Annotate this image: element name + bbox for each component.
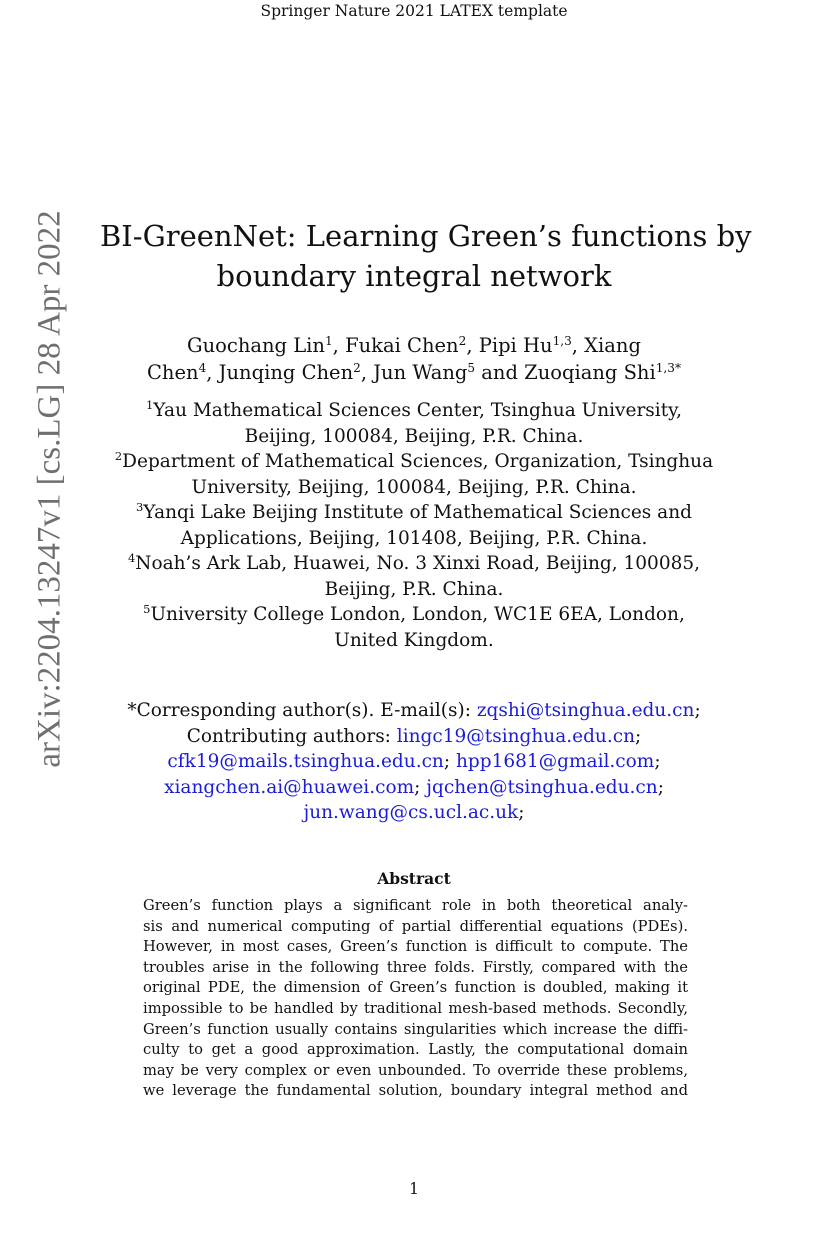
affiliation-marker: 2 <box>353 360 361 375</box>
email-line <box>100 775 728 801</box>
arxiv-identifier-stamp: arXiv:2204.13247v1 [cs.LG] 28 Apr 2022 <box>31 210 68 768</box>
email-link-jqchen[interactable]: jqchen@tsinghua.edu.cn <box>426 776 658 798</box>
affiliation-line: Beijing, P.R. China. <box>324 578 504 600</box>
page-number: 1 <box>409 1180 419 1198</box>
email-link-hpp[interactable]: hpp1681@gmail.com <box>455 751 655 772</box>
affiliation-text: Yanqi Lake Beijing Institute of Mathematical Sciences and <box>143 502 692 523</box>
affiliation-line <box>100 398 728 424</box>
affiliation-number: 4 <box>127 551 136 566</box>
contact-block <box>100 698 728 826</box>
separator: ; <box>635 725 642 747</box>
affiliation-marker: 5 <box>467 360 476 375</box>
contributing-label: Contributing authors: <box>186 725 397 747</box>
author-name: , Junqing Chen <box>206 361 354 384</box>
abstract-line: sis and numerical computing of partial differential equations (PDEs). <box>143 917 688 935</box>
affiliation-text: Yau Mathematical Sciences Center, Tsinghua University, <box>153 400 683 421</box>
abstract-line: However, in most cases, Green’s function is difficult to compute. The <box>143 938 688 956</box>
email-link-xiangchen[interactable]: xiangchen.ai@huawei.com <box>164 776 415 798</box>
title-line: boundary integral network <box>216 259 612 293</box>
abstract-line: Green’s function plays a significant role in both theoretical analy- <box>143 897 688 914</box>
affiliation-line <box>100 449 728 475</box>
email-link-lingc[interactable]: lingc19@tsinghua.edu.cn <box>396 725 635 747</box>
email-line <box>100 800 728 826</box>
affiliation-text: University College London, London, WC1E 6EA, London, <box>150 604 685 625</box>
affiliation-marker: 1,3* <box>655 360 681 375</box>
abstract-line: culty to get a good approximation. Lastly, the computational domain <box>143 1041 688 1059</box>
affiliation-number: 5 <box>143 602 151 617</box>
author-name: Guochang Lin <box>187 334 325 357</box>
running-header: Springer Nature 2021 LATEX template <box>260 2 568 20</box>
affiliation-line: Beijing, 100084, Beijing, P.R. China. <box>244 425 584 447</box>
affiliation-number: 3 <box>136 500 144 515</box>
corresponding-author-line <box>100 698 728 724</box>
corresponding-label: *Corresponding author(s). E-mail(s): <box>127 700 477 721</box>
author-name: Chen <box>147 361 199 384</box>
affiliation-list <box>100 398 728 653</box>
affiliation-marker: 2 <box>458 333 467 348</box>
separator: ; <box>657 776 664 798</box>
author-name: , Fukai Chen <box>332 334 459 357</box>
abstract-line: Green’s function usually contains singularities which increase the diffi- <box>143 1020 688 1038</box>
affiliation-line <box>100 500 728 526</box>
author-name: and Zuoqiang Shi <box>475 361 656 384</box>
contributing-authors-line <box>100 724 728 750</box>
title-line: BI-GreenNet: Learning Green’s functions by <box>100 219 752 253</box>
affiliation-line <box>100 602 728 628</box>
affiliation-marker: 4 <box>198 360 207 375</box>
abstract-heading: Abstract <box>377 869 451 888</box>
author-name: , Jun Wang <box>360 361 468 384</box>
affiliation-line: University, Beijing, 100084, Beijing, P.R. China. <box>191 476 637 498</box>
separator: ; <box>443 751 451 772</box>
affiliation-text: Department of Mathematical Sciences, Organization, Tsinghua <box>122 451 714 472</box>
abstract-body <box>143 896 688 1102</box>
affiliation-text: Noah’s Ark Lab, Huawei, No. 3 Xinxi Road, Beijing, 100085, <box>135 553 701 574</box>
abstract-line: we leverage the fundamental solution, boundary integral method and <box>143 1082 688 1100</box>
abstract-line: may be very complex or even unbounded. To override these problems, <box>143 1061 688 1079</box>
separator: ; <box>654 751 661 772</box>
author-name: , Pipi Hu <box>466 334 553 357</box>
affiliation-marker: 1 <box>324 333 333 348</box>
affiliation-marker: 1,3 <box>552 333 572 348</box>
email-link-cfk[interactable]: cfk19@mails.tsinghua.edu.cn <box>167 751 444 772</box>
affiliation-line <box>100 551 728 577</box>
author-line <box>100 332 728 359</box>
email-line <box>100 749 728 775</box>
email-link-jun-wang[interactable]: jun.wang@cs.ucl.ac.uk <box>303 802 519 823</box>
paper-title <box>100 216 752 296</box>
abstract-line: troubles arise in the following three folds. Firstly, compared with the <box>143 958 688 976</box>
separator: ; <box>414 776 421 798</box>
affiliation-number: 2 <box>114 449 123 464</box>
separator: ; <box>518 802 525 823</box>
abstract-line: original PDE, the dimension of Green’s function is doubled, making it <box>143 979 688 997</box>
separator: ; <box>694 700 701 721</box>
author-name: , Xiang <box>571 334 641 357</box>
affiliation-line: United Kingdom. <box>334 629 494 651</box>
author-line <box>100 359 728 386</box>
affiliation-line: Applications, Beijing, 101408, Beijing, P.R. China. <box>180 527 648 549</box>
email-link-zqshi[interactable]: zqshi@tsinghua.edu.cn <box>476 700 695 721</box>
author-list <box>100 332 728 386</box>
abstract-line: impossible to be handled by traditional mesh-based methods. Secondly, <box>143 999 688 1017</box>
affiliation-number: 1 <box>145 398 154 413</box>
